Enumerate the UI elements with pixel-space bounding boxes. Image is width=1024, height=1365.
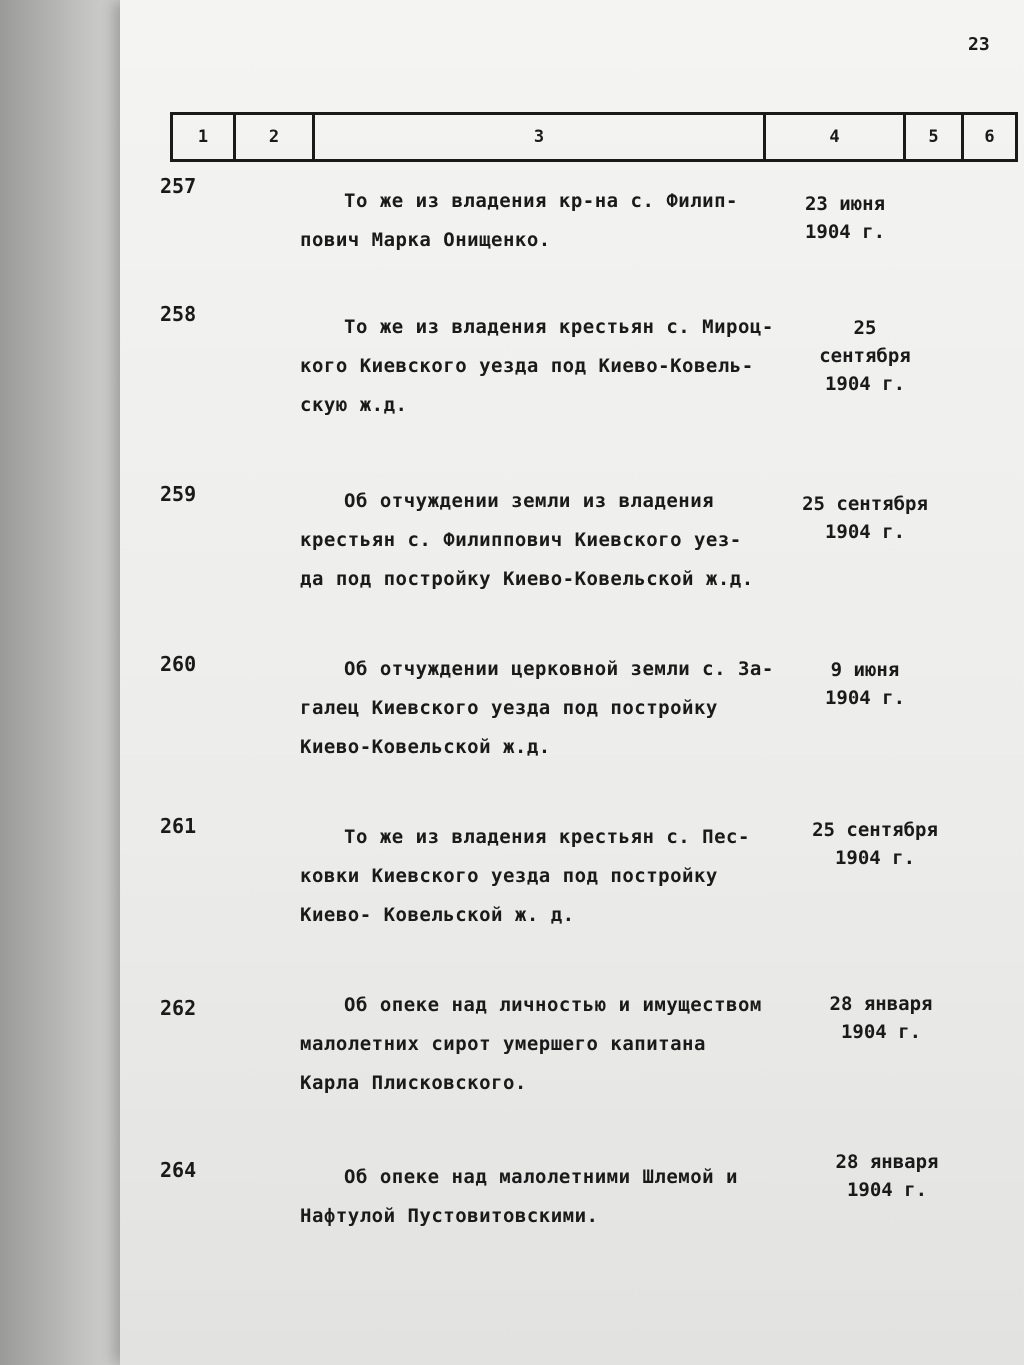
description-line: Киево- Ковельской ж. д.	[300, 904, 575, 926]
entry-number: 258	[160, 302, 197, 326]
description-line: Об опеке над личностью и имуществом	[344, 994, 762, 1016]
page-number: 23	[968, 34, 990, 55]
date-line: 28 января	[829, 993, 933, 1015]
date-line: 1904 г.	[824, 373, 906, 395]
entry-description	[300, 308, 800, 425]
entry-description	[300, 818, 800, 935]
entry-description	[300, 1158, 800, 1236]
column-header-1: 1	[170, 115, 233, 159]
description-line: Об отчуждении земли из владения	[344, 490, 715, 512]
description-line: да под постройку Киево-Ковельской ж.д.	[300, 568, 754, 590]
entry-description	[300, 986, 800, 1103]
description-line: То же из владения кр-на с. Филип-	[344, 190, 738, 212]
description-line: пович Марка Онищенко.	[300, 229, 551, 251]
entry-date	[770, 190, 920, 246]
entry-date	[800, 816, 950, 872]
date-line: 9 июня	[830, 659, 900, 681]
date-line: 25 сентября	[812, 819, 938, 841]
column-header-3: 3	[312, 115, 763, 159]
date-line: 1904 г.	[824, 521, 906, 543]
description-line: крестьян с. Филиппович Киевского уез-	[300, 529, 742, 551]
entry-date	[790, 656, 940, 712]
description-line: Об опеке над малолетними Шлемой и	[344, 1166, 738, 1188]
description-line: кого Киевского уезда под Киево-Ковель-	[300, 355, 754, 377]
entry-description	[300, 482, 800, 599]
description-line: галец Киевского уезда под постройку	[300, 697, 718, 719]
description-line: То же из владения крестьян с. Мироц-	[344, 316, 774, 338]
entry-date	[790, 490, 940, 546]
entry-date	[806, 990, 956, 1046]
column-header-row	[170, 112, 1018, 162]
entry-number: 261	[160, 814, 197, 838]
entry-number: 262	[160, 996, 197, 1020]
column-header-2: 2	[233, 115, 312, 159]
entry-date	[812, 1148, 962, 1204]
date-line: 23 июня	[804, 193, 886, 215]
date-line: 1904 г.	[840, 1021, 922, 1043]
date-line: 1904 г.	[804, 221, 886, 243]
date-line: 1904 г.	[834, 847, 916, 869]
description-line: Нафтулой Пустовитовскими.	[300, 1205, 599, 1227]
date-line: 1904 г.	[824, 687, 906, 709]
entry-description	[300, 182, 800, 260]
entry-date	[790, 314, 940, 398]
date-line: 25 сентября	[802, 493, 928, 515]
description-line: Карла Плисковского.	[300, 1072, 527, 1094]
description-line: Киево-Ковельской ж.д.	[300, 736, 551, 758]
description-line: То же из владения крестьян с. Пес-	[344, 826, 750, 848]
column-header-4: 4	[763, 115, 903, 159]
entry-number: 264	[160, 1158, 197, 1182]
entry-number: 259	[160, 482, 197, 506]
date-line: 25	[853, 317, 877, 339]
entry-number: 260	[160, 652, 197, 676]
column-header-6: 6	[961, 115, 1018, 159]
column-header-5: 5	[903, 115, 961, 159]
description-line: малолетних сирот умершего капитана	[300, 1033, 706, 1055]
description-line: ковки Киевского уезда под постройку	[300, 865, 718, 887]
description-line: скую ж.д.	[300, 394, 408, 416]
entry-number: 257	[160, 174, 197, 198]
date-line: 28 января	[835, 1151, 939, 1173]
entry-description	[300, 650, 800, 767]
description-line: Об отчуждении церковной земли с. За-	[344, 658, 774, 680]
date-line: 1904 г.	[846, 1179, 928, 1201]
date-line: сентября	[819, 345, 911, 367]
